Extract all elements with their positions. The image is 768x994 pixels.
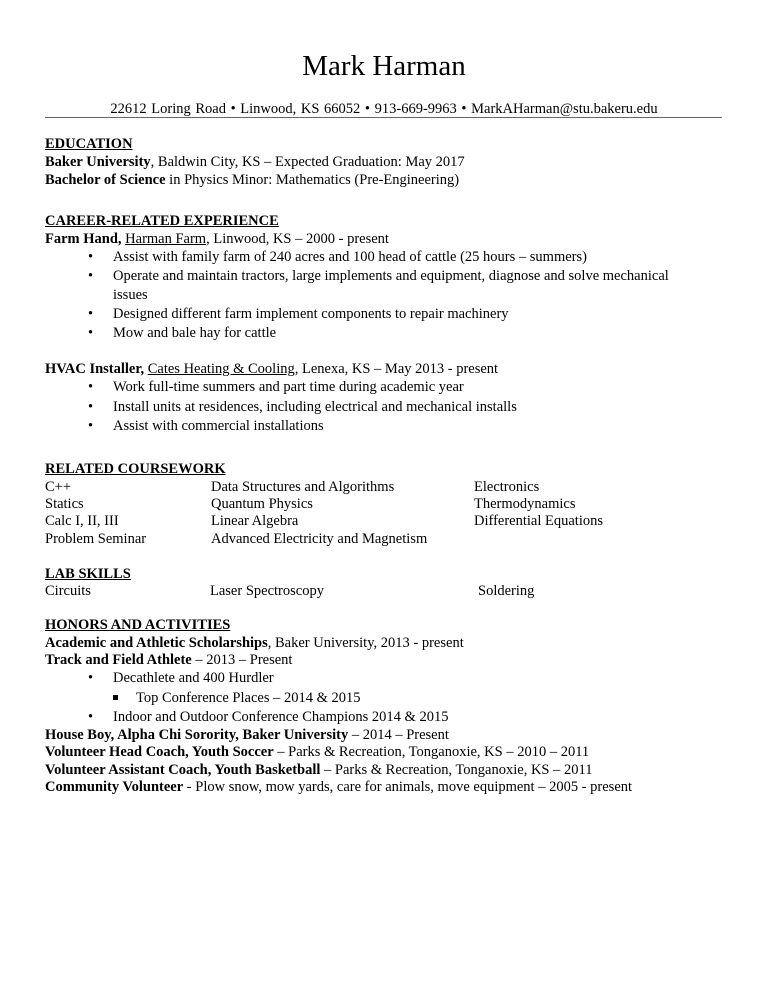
lab-skill-item: Circuits <box>45 583 91 599</box>
job-farm-hand-line <box>45 230 389 248</box>
honor-title: House Boy, Alpha Chi Sorority, Baker University <box>45 727 349 743</box>
education-heading: EDUCATION <box>45 136 133 152</box>
lab-skills-heading: LAB SKILLS <box>45 566 131 582</box>
degree-details: in Physics Minor: Mathematics (Pre-Engineering) <box>165 172 460 188</box>
course-item: Electronics <box>474 479 540 495</box>
course-item: Quantum Physics <box>211 496 313 512</box>
honor-line <box>45 761 592 779</box>
honor-title: Track and Field Athlete <box>45 652 192 668</box>
job-employer: Harman Farm <box>125 231 207 247</box>
lab-skill-item: Laser Spectroscopy <box>210 583 324 599</box>
course-item: Differential Equations <box>474 513 603 529</box>
course-item: Data Structures and Algorithms <box>211 479 395 495</box>
bullet-text: Designed different farm implement components to repair machinery <box>113 306 509 322</box>
bullet-icon: • <box>88 399 94 415</box>
honor-line <box>45 651 292 669</box>
bullet-text: Operate and maintain tractors, large implements and equipment, diagnose and solve mechanical <box>113 268 669 284</box>
honor-title: Community Volunteer <box>45 779 184 795</box>
bullet-icon: • <box>88 379 94 395</box>
honor-line <box>45 726 449 744</box>
job-details: , Linwood, KS – 2000 - present <box>206 231 389 247</box>
honor-details: – 2014 – Present <box>348 727 449 743</box>
honor-title: Academic and Athletic Scholarships <box>45 635 268 651</box>
bullet-text: Mow and bale hay for cattle <box>113 325 277 341</box>
job-title: Farm Hand, <box>45 231 122 247</box>
coursework-heading: RELATED COURSEWORK <box>45 461 226 477</box>
education-school-line <box>45 153 465 171</box>
course-item: C++ <box>45 479 72 495</box>
course-item: Linear Algebra <box>211 513 299 529</box>
square-bullet-icon <box>113 695 118 700</box>
education-degree-line <box>45 171 459 189</box>
course-item: Advanced Electricity and Magnetism <box>211 531 428 547</box>
job-details: , Lenexa, KS – May 2013 - present <box>294 361 499 377</box>
job-employer: Cates Heating & Cooling <box>147 361 295 377</box>
bullet-icon: • <box>88 306 94 322</box>
header-divider <box>45 117 722 118</box>
job-title: HVAC Installer, <box>45 361 145 377</box>
bullet-text: Work full-time summers and part time during academic year <box>113 379 464 395</box>
honor-details: – 2013 – Present <box>191 652 293 668</box>
school-name: Baker University <box>45 154 151 170</box>
honor-details: – Parks & Recreation, Tonganoxie, KS – 2011 <box>320 762 593 778</box>
honor-details: - Plow snow, mow yards, care for animals, move equipment – 2005 - present <box>183 779 633 795</box>
honor-line <box>45 778 632 796</box>
bullet-icon: • <box>88 709 94 725</box>
bullet-text: Assist with commercial installations <box>113 418 324 434</box>
bullet-text: Top Conference Places – 2014 & 2015 <box>136 690 361 706</box>
contact-line: 22612 Loring Road • Linwood, KS 66052 • 913-669-9963 • MarkAHarman@stu.bakeru.edu <box>110 101 658 117</box>
job-hvac-line <box>45 360 498 378</box>
bullet-icon: • <box>88 249 94 265</box>
honor-line <box>45 634 464 652</box>
honors-heading: HONORS AND ACTIVITIES <box>45 617 231 633</box>
bullet-icon: • <box>88 418 94 434</box>
bullet-icon: • <box>88 268 94 284</box>
honor-title: Volunteer Assistant Coach, Youth Basketball <box>45 762 321 778</box>
bullet-text: Decathlete and 400 Hurdler <box>113 670 274 686</box>
honor-details: – Parks & Recreation, Tonganoxie, KS – 2010 – 2011 <box>273 744 590 760</box>
bullet-text: Indoor and Outdoor Conference Champions 2014 & 2015 <box>113 709 449 725</box>
candidate-name: Mark Harman <box>302 50 466 82</box>
bullet-text: Install units at residences, including electrical and mechanical installs <box>113 399 517 415</box>
honor-title: Volunteer Head Coach, Youth Soccer <box>45 744 274 760</box>
lab-skill-item: Soldering <box>478 583 535 599</box>
degree-name: Bachelor of Science <box>45 172 166 188</box>
course-item: Calc I, II, III <box>45 513 119 529</box>
honor-line <box>45 743 589 761</box>
bullet-icon: • <box>88 670 94 686</box>
school-details: , Baldwin City, KS – Expected Graduation: May 2017 <box>150 154 465 170</box>
course-item: Problem Seminar <box>45 531 147 547</box>
honor-details: , Baker University, 2013 - present <box>267 635 464 651</box>
experience-heading: CAREER-RELATED EXPERIENCE <box>45 213 279 229</box>
bullet-text: issues <box>113 287 148 303</box>
course-item: Statics <box>45 496 84 512</box>
bullet-text: Assist with family farm of 240 acres and 100 head of cattle (25 hours – summers) <box>113 249 587 265</box>
course-item: Thermodynamics <box>474 496 576 512</box>
bullet-icon: • <box>88 325 94 341</box>
